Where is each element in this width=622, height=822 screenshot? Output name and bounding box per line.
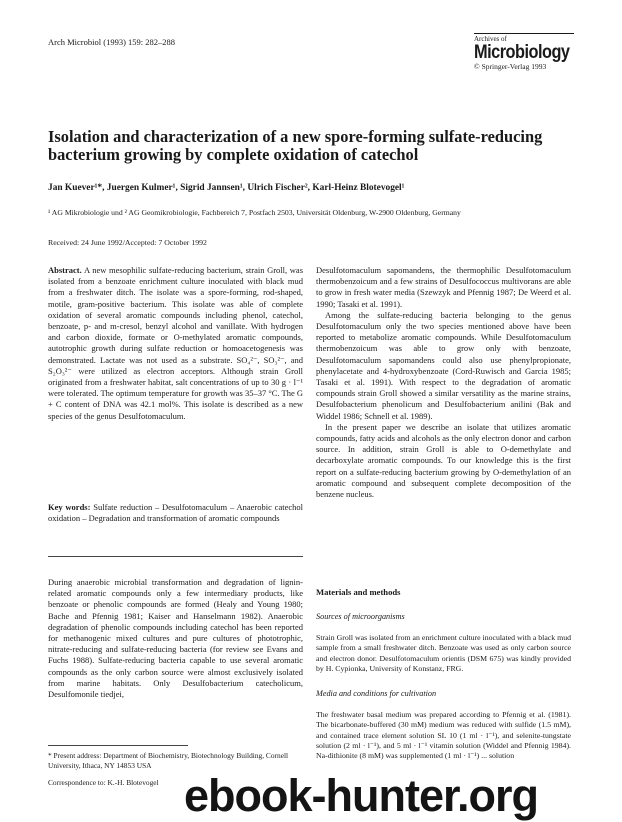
intro-paragraph-1: Desulfotomaculum sapomandens, the thermophilic Desulfotomaculum thermobenzoicum and a few strains of Desulfococcus multivorans are able to grow in fresh water media (Szewzyk and Pfennig 1987; De Weerd et al. 1990; Tasaki et al. 1991). xyxy=(316,265,571,309)
author-list: Jan Kuever¹*, Juergen Kulmer¹, Sigrid Jannsen¹, Ulrich Fischer², Karl-Heinz Blotevogel¹ xyxy=(48,183,405,193)
abstract xyxy=(48,265,303,422)
present-address-footnote: * Present address: Department of Biochemistry, Biotechnology Building, Cornell University, Ithaca, NY 14853 USA xyxy=(48,751,289,770)
methods-subheading-sources: Sources of microorganisms xyxy=(316,612,405,622)
running-head: Arch Microbiol (1993) 159: 282–288 xyxy=(48,37,176,47)
received-dates: Received: 24 June 1992/Accepted: 7 October 1992 xyxy=(48,238,207,247)
keywords xyxy=(48,502,303,524)
intro-paragraph-3: In the present paper we describe an isolate that utilizes aromatic compounds, fatty acids and alcohols as the only electron donor and carbon source. In addition, strain Groll is able to O-demethylate and decarboxylate aromatic compounds. To our knowledge this is the first report on a sulfate-reducing bacterium growing by O-demethylation of an aromatic compound and subsequent complete decomposition of the benzene nucleus. xyxy=(316,421,571,500)
methods-heading: Materials and methods xyxy=(316,587,401,597)
methods-subheading-media: Media and conditions for cultivation xyxy=(316,689,437,699)
divider xyxy=(48,556,303,557)
abstract-label: Abstract. xyxy=(48,265,82,275)
publisher-line: © Springer-Verlag 1993 xyxy=(474,62,547,71)
methods-sources-text: Strain Groll was isolated from an enrichment culture inoculated with a black mud sample from a small freshwater ditch. Benzoate was used as only carbon source and electron donor. Desulfotomaculum orientis (DSM 675) was kindly provided by H. Cypionka, University of Konstanz, FRG. xyxy=(316,632,571,674)
methods-section xyxy=(316,587,571,762)
intro-paragraph-2: Among the sulfate-reducing bacteria belonging to the genus Desulfotomaculum only the two species mentioned above have been reported to metabolize aromatic compounds. While Desulfotomaculum thermobenzoicum was able to grow only with benzoate, Desulfotomaculum sapomandens could also use phenylpropionate, phenylacetate and 4-hydroxybenzoate (Cord-Ruwisch and Garcia 1985; Tasaki et al. 1991). With respect to the degradation of aromatic compounds strain Groll showed a similar versatility as the marine strains, Desulfobacterium phenolicum and Desulfobacterium anilini (Bak and Widdel 1986; Schnell et al. 1989). xyxy=(316,309,571,421)
correspondence-line: Correspondence to: K.-H. Blotevogel xyxy=(48,778,159,787)
keywords-paragraph xyxy=(48,502,303,524)
journal-logo-name: Microbiology xyxy=(474,42,570,63)
keywords-text: Sulfate reduction – Desulfotomaculum – Anaerobic catechol oxidation – Degradation and transformation of aromatic compounds xyxy=(48,502,303,524)
article-title: Isolation and characterization of a new spore-forming sulfate-reducing bacterium growing by complete oxidation of catechol xyxy=(48,127,543,165)
footnote-divider xyxy=(48,745,188,746)
abstract-text: A new mesophilic sulfate-reducing bacterium, strain Groll, was isolated from a benzoate enrichment culture inoculated with black mud from a freshwater ditch. The isolate was a spore-forming, rod-shaped, motile, gram-positive bacterium. This isolate was able of complete oxidation of several aromatic compounds including phenol, catechol, benzoate, p- and m-cresol, benzyl alcohol and vanillate. With hydrogen and carbon dioxide, formate or O-methylated aromatic compounds, autotrophic growth during sulfate reduction or homoacetogenesis was demonstrated. Lactate was not used as a substrate. SO₄²⁻, SO₃²⁻, and S₂O₃²⁻ were utilized as electron acceptors. Although strain Groll originated from a freshwater habitat, salt concentrations of up to 30 g · l⁻¹ were tolerated. The optimum temperature for growth was 35–37 °C. The G + C content of DNA was 42.1 mol%. This isolate is described as a new species of the genus Desulfotomaculum. xyxy=(48,265,304,421)
introduction xyxy=(48,577,303,700)
watermark: ebook-hunter.org xyxy=(184,770,538,821)
affiliation: ¹ AG Mikrobiologie und ² AG Geomikrobiologie, Fachbereich 7, Postfach 2503, Universität Oldenburg, W-2900 Oldenburg, Germany xyxy=(48,208,461,217)
introduction-continued xyxy=(316,265,571,500)
methods-media-text: The freshwater basal medium was prepared according to Pfennig et al. (1981). The bicarbonate-buffered (30 mM) medium was reduced with sulfide (1.5 mM), and contained trace element solution SL 10 (1 ml · l⁻¹), and selenite-tungstate solution (2 ml · l⁻¹), and 5 ml · l⁻¹ vitamin solution (Widdel and Pfennig 1984). Na-dithionite (8 mM) was supplemented (1 ml · l⁻¹) ... solution xyxy=(316,709,571,761)
abstract-paragraph xyxy=(48,265,303,422)
journal-logo xyxy=(474,33,574,71)
keywords-label: Key words: xyxy=(48,502,91,512)
journal-logo-top: Archives of xyxy=(474,33,574,43)
intro-paragraph: During anaerobic microbial transformation and degradation of lignin-related aromatic compounds only a few intermediary products, like benzoate or phenolic compounds are formed (Healy and Young 1980; Bache and Pfennig 1981; Kaiser and Hanselmann 1982). Anaerobic degradation of phenolic compounds including catechol has been reported for methanogenic mixed cultures and pure cultures of phototrophic, nitrate-reducing and sulfate-reducing bacteria (for review see Evans and Fuchs 1988). Sulfate-reducing bacteria capable to use several aromatic compounds as the only carbon source were almost exclusively isolated from marine habitats. Only Desulfobacterium catecholicum, Desulfomonile tiedjei, xyxy=(48,577,303,700)
